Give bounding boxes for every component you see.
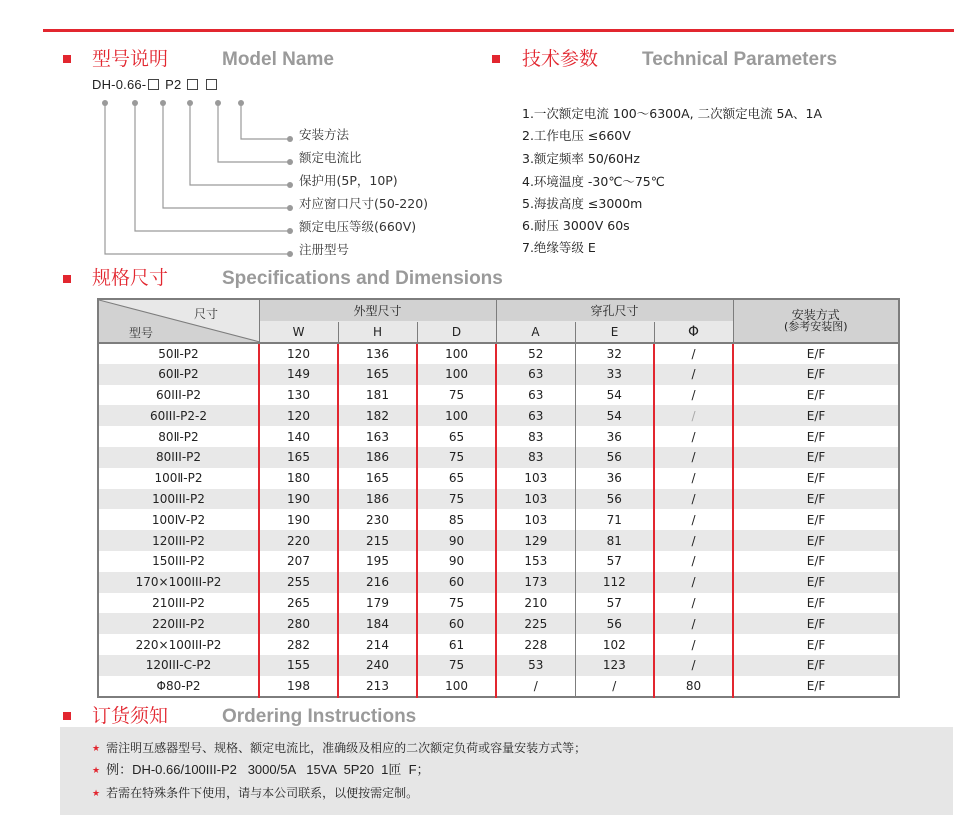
table-row [98,489,899,510]
connector-line-6 [241,103,288,139]
cell-a: / [496,676,575,697]
header-col-h: H [338,322,417,344]
tech-param-6: 6.耐压 3000V 60s [522,218,630,233]
cell-mount: E/F [733,468,899,489]
cell-mount: E/F [733,551,899,572]
cell-model: 100III-P2 [98,489,259,510]
tech-param-2: 2.工作电压 ≤660V [522,128,631,143]
cell-phi: / [654,489,733,510]
cell-w: 155 [259,655,338,676]
cell-e: 36 [575,426,654,447]
tech-param-4: 4.环境温度 -30℃～75℃ [522,174,665,189]
cell-mount: E/F [733,489,899,510]
model-label-mounting: 安装方法 [299,127,350,142]
spec-table-body [98,343,899,697]
dot-icon [287,228,293,234]
cell-h: 195 [338,551,417,572]
cell-e: 36 [575,468,654,489]
cell-mount: E/F [733,343,899,364]
diagonal-divider-icon [99,300,259,342]
cell-a: 83 [496,447,575,468]
cell-mount: E/F [733,572,899,593]
cell-h: 215 [338,530,417,551]
cell-e: 56 [575,447,654,468]
cell-w: 198 [259,676,338,697]
cell-phi: / [654,572,733,593]
section-bullet-icon [492,55,500,63]
cell-d: 90 [417,530,496,551]
header-col-e: E [575,322,654,344]
model-breakdown-diagram [0,0,970,270]
cell-h: 163 [338,426,417,447]
cell-w: 190 [259,489,338,510]
cell-mount: E/F [733,634,899,655]
spec-section-cn-title: 规格尺寸 [92,267,169,289]
cell-d: 75 [417,385,496,406]
cell-w: 190 [259,509,338,530]
header-mounting-line1: 安装方式 [791,308,840,322]
order-item-1-text: 需注明互感器型号、规格、额定电流比，准确级及相应的二次额定负荷或容量安装方式等； [106,741,587,755]
cell-a: 53 [496,655,575,676]
cell-d: 75 [417,593,496,614]
cell-a: 63 [496,385,575,406]
cell-w: 280 [259,613,338,634]
cell-e: 102 [575,634,654,655]
cell-e: 71 [575,509,654,530]
cell-a: 52 [496,343,575,364]
cell-phi: / [654,634,733,655]
cell-phi: / [654,613,733,634]
model-label-protection: 保护用(5P，10P) [299,173,398,188]
table-row [98,509,899,530]
cell-e: 81 [575,530,654,551]
cell-w: 220 [259,530,338,551]
cell-mount: E/F [733,385,899,406]
order-item-2-text: 例：DH-0.66/100III-P2 3000/5A 15VA 5P20 1匝 F； [106,762,430,777]
cell-phi: / [654,426,733,447]
cell-mount: E/F [733,655,899,676]
cell-e: 57 [575,593,654,614]
cell-h: 186 [338,447,417,468]
cell-w: 180 [259,468,338,489]
cell-phi: / [654,551,733,572]
table-row [98,572,899,593]
table-row [98,426,899,447]
cell-phi: 80 [654,676,733,697]
star-bullet-icon: ★ [92,744,101,754]
cell-mount: E/F [733,509,899,530]
header-col-w: W [259,322,338,344]
dot-icon [187,100,193,106]
tech-param-5: 5.海拔高度 ≤3000m [522,196,643,211]
connector-line-5 [218,103,288,162]
cell-e: 54 [575,385,654,406]
cell-d: 60 [417,613,496,634]
cell-d: 61 [417,634,496,655]
cell-w: 120 [259,405,338,426]
dot-icon [287,136,293,142]
table-row [98,613,899,634]
order-section-cn-title: 订货须知 [92,705,169,727]
dot-icon [102,100,108,106]
cell-d: 100 [417,364,496,385]
table-row [98,593,899,614]
cell-w: 265 [259,593,338,614]
cell-h: 136 [338,343,417,364]
tech-section-cn-title: 技术参数 [522,48,599,70]
section-bullet-icon [63,275,71,283]
cell-model: 220III-P2 [98,613,259,634]
cell-e: 56 [575,613,654,634]
cell-d: 75 [417,489,496,510]
cell-mount: E/F [733,405,899,426]
cell-w: 149 [259,364,338,385]
dot-icon [238,100,244,106]
table-row [98,343,899,364]
cell-h: 216 [338,572,417,593]
spec-table [97,298,900,698]
tech-param-3: 3.额定频率 50/60Hz [522,151,640,166]
model-label-registered: 注册型号 [299,242,350,257]
cell-model: 100Ⅳ-P2 [98,509,259,530]
cell-a: 103 [496,509,575,530]
cell-h: 181 [338,385,417,406]
dot-icon [287,182,293,188]
cell-d: 65 [417,468,496,489]
model-code-mid: P2 [165,77,182,92]
dot-icon [287,205,293,211]
model-code-prefix: DH-0.66- [92,77,147,92]
model-label-voltage: 额定电压等级(660V) [299,219,417,234]
header-col-phi: Φ [654,322,733,344]
cell-h: 179 [338,593,417,614]
cell-mount: E/F [733,530,899,551]
cell-phi: / [654,655,733,676]
table-row [98,385,899,406]
cell-a: 225 [496,613,575,634]
tech-param-7: 7.绝缘等级 E [522,240,596,255]
model-section-cn-title: 型号说明 [92,48,169,70]
cell-a: 63 [496,405,575,426]
table-row [98,551,899,572]
cell-d: 75 [417,447,496,468]
cell-w: 165 [259,447,338,468]
cell-phi: / [654,593,733,614]
header-mounting-line2: (参考安装图) [784,320,848,333]
cell-e: 112 [575,572,654,593]
cell-h: 165 [338,468,417,489]
connector-line-3 [163,103,288,208]
order-section-en-title: Ordering Instructions [222,706,417,727]
model-section-en-title: Model Name [222,49,334,70]
cell-mount: E/F [733,613,899,634]
cell-phi: / [654,364,733,385]
cell-model: Φ80-P2 [98,676,259,697]
cell-model: 150III-P2 [98,551,259,572]
star-bullet-icon: ★ [92,789,101,799]
cell-a: 63 [496,364,575,385]
table-row [98,405,899,426]
cell-w: 120 [259,343,338,364]
cell-model: 120III-P2 [98,530,259,551]
spec-section-en-title: Specifications and Dimensions [222,268,503,289]
cell-phi: / [654,530,733,551]
model-label-ratio: 额定电流比 [299,150,362,165]
model-label-window: 对应窗口尺寸(50-220) [299,196,429,211]
table-row [98,655,899,676]
cell-model: 50Ⅱ-P2 [98,343,259,364]
cell-e: 123 [575,655,654,676]
cell-h: 214 [338,634,417,655]
table-row [98,364,899,385]
cell-phi: / [654,343,733,364]
cell-d: 65 [417,426,496,447]
cell-model: 220×100III-P2 [98,634,259,655]
connector-line-4 [190,103,288,185]
diag-header-top: 尺寸 [194,307,219,321]
cell-w: 282 [259,634,338,655]
cell-h: 213 [338,676,417,697]
cell-mount: E/F [733,447,899,468]
cell-e: / [575,676,654,697]
cell-e: 32 [575,343,654,364]
connector-line-2 [135,103,288,231]
diag-header-bottom: 型号 [129,326,154,340]
table-row [98,468,899,489]
cell-h: 186 [338,489,417,510]
cell-mount: E/F [733,364,899,385]
cell-model: 120III-C-P2 [98,655,259,676]
cell-phi: / [654,405,733,426]
cell-d: 100 [417,343,496,364]
cell-a: 103 [496,489,575,510]
cell-a: 228 [496,634,575,655]
order-item-1 [92,740,586,757]
cell-e: 57 [575,551,654,572]
cell-phi: / [654,447,733,468]
cell-model: 210III-P2 [98,593,259,614]
cell-phi: / [654,468,733,489]
table-row [98,447,899,468]
cell-e: 33 [575,364,654,385]
order-item-3 [92,785,418,802]
cell-h: 165 [338,364,417,385]
cell-a: 129 [496,530,575,551]
table-row [98,530,899,551]
cell-a: 210 [496,593,575,614]
cell-model: 170×100III-P2 [98,572,259,593]
cell-a: 103 [496,468,575,489]
cell-w: 255 [259,572,338,593]
cell-a: 83 [496,426,575,447]
cell-model: 80III-P2 [98,447,259,468]
cell-d: 85 [417,509,496,530]
cell-model: 80Ⅱ-P2 [98,426,259,447]
tech-param-1: 1.一次额定电流 100～6300A, 二次额定电流 5A、1A [522,106,823,121]
dot-icon [215,100,221,106]
cell-w: 130 [259,385,338,406]
cell-e: 56 [575,489,654,510]
cell-phi: / [654,385,733,406]
cell-model: 60III-P2-2 [98,405,259,426]
dot-icon [132,100,138,106]
cell-h: 240 [338,655,417,676]
star-bullet-icon: ★ [92,766,101,776]
header-col-d: D [417,322,496,344]
section-bullet-icon [63,712,71,720]
cell-model: 60III-P2 [98,385,259,406]
dot-icon [287,159,293,165]
header-mounting [733,299,899,343]
cell-phi: / [654,509,733,530]
cell-w: 140 [259,426,338,447]
cell-a: 173 [496,572,575,593]
diagonal-header-cell [98,299,259,343]
header-hole-dimensions: 穿孔尺寸 [496,299,733,322]
header-outer-dimensions: 外型尺寸 [259,299,496,322]
table-row [98,676,899,697]
cell-model: 60Ⅱ-P2 [98,364,259,385]
cell-d: 90 [417,551,496,572]
cell-e: 54 [575,405,654,426]
cell-d: 60 [417,572,496,593]
table-row [98,634,899,655]
cell-model: 100Ⅱ-P2 [98,468,259,489]
header-col-a: A [496,322,575,344]
dot-icon [287,251,293,257]
cell-mount: E/F [733,426,899,447]
cell-h: 184 [338,613,417,634]
cell-mount: E/F [733,676,899,697]
cell-w: 207 [259,551,338,572]
tech-section-en-title: Technical Parameters [642,49,838,70]
cell-d: 100 [417,676,496,697]
cell-mount: E/F [733,593,899,614]
order-item-2 [92,762,430,779]
order-item-3-text: 若需在特殊条件下使用，请与本公司联系，以便按需定制。 [106,786,419,800]
dot-icon [160,100,166,106]
cell-d: 100 [417,405,496,426]
cell-h: 182 [338,405,417,426]
cell-d: 75 [417,655,496,676]
cell-h: 230 [338,509,417,530]
cell-a: 153 [496,551,575,572]
